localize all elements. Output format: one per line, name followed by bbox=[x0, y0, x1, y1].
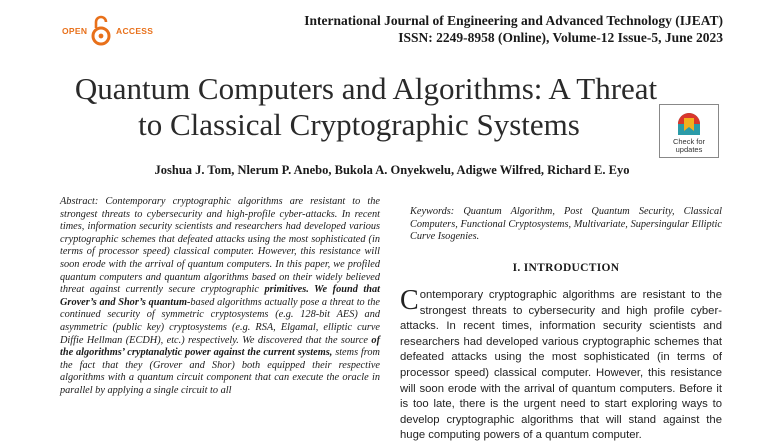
abstract-text-1: Contemporary cryptographic algorithms are resistant to the strongest threats to cybersecurity and high-profile cyber-attacks. In recent times, information security scientists and researchers had developed various cryptographic schemes that defeated attacks using the most sophisticated (in terms of processor speed) classical computer. However, this resistance will soon erode with the arrival of quantum computers. In this paper, we profiled quantum computers and quantum algorithms based on their widely believed threat against currently secure cryptographic bbox=[60, 196, 380, 296]
check-updates-label: Check for updates bbox=[672, 137, 706, 154]
journal-name: International Journal of Engineering and Advanced Technology (IJEAT) bbox=[304, 13, 723, 28]
open-lock-icon bbox=[91, 14, 111, 46]
introduction-body bbox=[400, 285, 722, 444]
keywords bbox=[410, 206, 722, 244]
paper-title-line-2: to Classical Cryptographic Systems bbox=[138, 107, 580, 142]
abstract-text-2: based algorithms actually pose a threat to the continued security of symmetric cryptosystems (e.g. 128-bit AES) and asymmetric (public key) cryptosystems (e.g. RSA, Elgamal, elliptic curve Diffie Hellman (ECDH), etc.) respectively. We discovered that the source bbox=[60, 296, 380, 346]
abstract-label: Abstract: bbox=[60, 196, 99, 207]
paper-title-line-1: Quantum Computers and Algorithms: A Threat bbox=[74, 71, 658, 106]
abstract-bold-1: primitives. We found that Grover’s and Shor’s quantum- bbox=[60, 284, 380, 308]
introduction-text: ontemporary cryptographic algorithms are resistant to the strongest threats to cybersecurity and high profile cyber-attacks. In recent times, information security scientists and researchers had developed various cryptographic schemes that defeated attacks using the most sophisticated (in terms of processor speed) classical computer. However, this resistance will soon erode with the arrival of quantum computers. Before it is too late, there is the urgent need to start exploring ways to develop cryptographic algorithms that will stand against the huge computing powers of a quantum computer. bbox=[400, 289, 722, 442]
drop-cap: C bbox=[400, 285, 419, 316]
check-for-updates-button[interactable] bbox=[659, 104, 719, 158]
keywords-label: Keywords: bbox=[410, 206, 455, 217]
check-updates-icon bbox=[674, 111, 704, 137]
abstract bbox=[60, 196, 380, 398]
author-list: Joshua J. Tom, Nlerum P. Anebo, Bukola A. Onyekwelu, Adigwe Wilfred, Richard E. Eyo bbox=[154, 163, 630, 177]
section-heading-introduction: I. INTRODUCTION bbox=[512, 262, 620, 274]
abstract-text-3: stems from the fact that they (Grover and Shor) both equipped their respective algorithms with a quantum circuit component that can execute the oracle in parallel by applying a single circuit to all bbox=[60, 347, 380, 396]
open-access-logo-access: ACCESS bbox=[116, 26, 154, 36]
journal-issn: ISSN: 2249-8958 (Online), Volume-12 Issue-5, June 2023 bbox=[398, 30, 723, 45]
abstract-bold-2: of the algorithms’ cryptanalytic power against the current systems, bbox=[60, 334, 380, 359]
keywords-text: Quantum Algorithm, Post Quantum Security, Classical Computers, Functional Cryptosystems, Multivariate, Supersingular Elliptic Curve Isogenies. bbox=[410, 206, 722, 243]
open-access-logo-open: OPEN bbox=[62, 26, 88, 36]
open-access-logo bbox=[62, 14, 158, 46]
